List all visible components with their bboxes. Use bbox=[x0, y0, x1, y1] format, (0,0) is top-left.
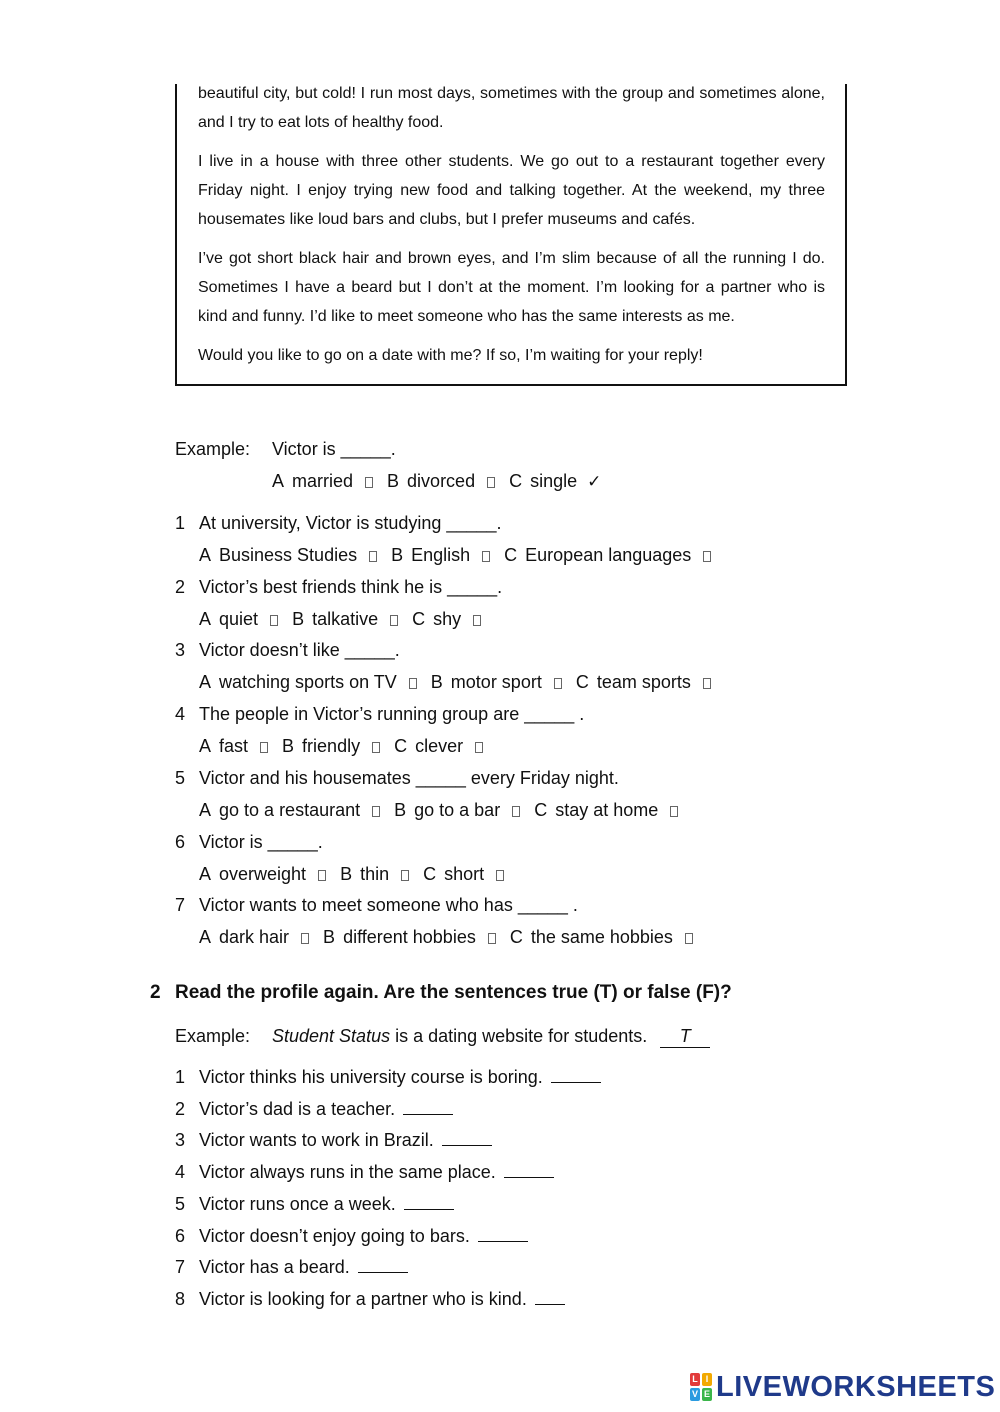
checkbox-icon[interactable] bbox=[703, 551, 711, 562]
checkbox-icon[interactable] bbox=[401, 870, 409, 881]
answer-blank[interactable] bbox=[442, 1129, 492, 1146]
question-options bbox=[199, 926, 707, 948]
option-text: married bbox=[292, 471, 354, 491]
q2-option-a[interactable] bbox=[199, 608, 278, 630]
q6-option-a[interactable] bbox=[199, 863, 326, 885]
option-text: motor sport bbox=[450, 672, 542, 693]
checkbox-icon[interactable] bbox=[554, 678, 562, 689]
tf-item-number: 1 bbox=[175, 1067, 186, 1087]
answer-blank[interactable] bbox=[535, 1288, 565, 1305]
option-letter: A bbox=[199, 545, 212, 565]
example-option-a[interactable] bbox=[272, 470, 373, 492]
q4-option-a[interactable] bbox=[199, 735, 268, 757]
checkbox-icon[interactable] bbox=[390, 615, 398, 626]
exercise-2-heading bbox=[150, 982, 732, 1004]
question-text: Victor doesn’t like _____. bbox=[199, 640, 400, 661]
question-options bbox=[199, 799, 692, 821]
question-options bbox=[199, 735, 497, 757]
question-options bbox=[199, 608, 495, 630]
example-question: Victor is _____. bbox=[272, 439, 396, 459]
option-letter: C bbox=[412, 608, 426, 629]
tf-item bbox=[199, 1129, 492, 1151]
q2-option-c[interactable] bbox=[412, 608, 481, 630]
answer-blank[interactable] bbox=[551, 1066, 601, 1083]
question-options bbox=[199, 863, 518, 885]
q4-option-b[interactable] bbox=[282, 735, 380, 757]
tf-example-answer: T bbox=[660, 1025, 710, 1048]
tf-item bbox=[199, 1161, 554, 1183]
checkbox-icon[interactable] bbox=[475, 742, 483, 753]
question-number: 5 bbox=[175, 767, 186, 788]
tf-item-number: 3 bbox=[175, 1130, 186, 1151]
checkbox-icon[interactable] bbox=[487, 477, 495, 488]
answer-blank[interactable] bbox=[404, 1193, 454, 1210]
option-text: thin bbox=[360, 863, 390, 884]
profile-paragraph-1: beautiful city, but cold! I run most days, sometimes with the group and sometimes alone, and I try to eat lots of healthy food. bbox=[198, 85, 825, 131]
option-text: talkative bbox=[312, 608, 379, 629]
tf-item-number: 7 bbox=[175, 1257, 186, 1278]
q5-option-c[interactable] bbox=[534, 799, 678, 821]
tf-item-text: Victor has a beard. bbox=[199, 1257, 350, 1278]
checkbox-icon[interactable] bbox=[685, 933, 693, 944]
option-text: divorced bbox=[407, 471, 476, 491]
option-text: watching sports on TV bbox=[219, 672, 397, 693]
question-number: 1 bbox=[175, 513, 186, 533]
check-mark-icon: ✓ bbox=[587, 472, 602, 492]
tf-item-text: Victor’s dad is a teacher. bbox=[199, 1098, 396, 1119]
tf-example-label: Example: bbox=[175, 1026, 251, 1046]
q7-option-b[interactable] bbox=[323, 926, 496, 948]
option-text: overweight bbox=[219, 863, 307, 884]
option-text: shy bbox=[433, 608, 462, 629]
checkbox-icon[interactable] bbox=[488, 933, 496, 944]
tf-item-text: Victor runs once a week. bbox=[199, 1193, 396, 1214]
example-option-c[interactable] bbox=[509, 470, 601, 493]
option-letter: C bbox=[504, 545, 518, 565]
option-letter: B bbox=[394, 799, 407, 820]
exercise-2-number: 2 bbox=[150, 982, 161, 1003]
option-letter: B bbox=[323, 927, 336, 948]
option-letter: B bbox=[391, 545, 404, 565]
option-letter: A bbox=[199, 927, 212, 948]
option-letter: B bbox=[292, 608, 305, 629]
example-options bbox=[272, 470, 615, 493]
logo-square: I bbox=[702, 1373, 712, 1386]
tf-example bbox=[272, 1025, 710, 1048]
profile-paragraph-2: I live in a house with three other students. We go out to a restaurant together every Friday night. I enjoy trying new food and talking together. At the weekend, my three housemates like loud bars and clubs, but I prefer museums and cafés. bbox=[198, 153, 825, 228]
checkbox-icon[interactable] bbox=[318, 870, 326, 881]
tf-item-text: Victor wants to work in Brazil. bbox=[199, 1130, 434, 1151]
question-text: The people in Victor’s running group are _____ . bbox=[199, 704, 585, 725]
option-letter: A bbox=[199, 799, 212, 820]
example-label: Example: bbox=[175, 439, 251, 459]
option-text: single bbox=[530, 471, 578, 491]
question-number: 4 bbox=[175, 704, 186, 725]
option-text: go to a restaurant bbox=[219, 799, 361, 820]
option-text: clever bbox=[415, 736, 464, 757]
option-letter: C bbox=[423, 863, 437, 884]
q6-option-c[interactable] bbox=[423, 863, 504, 885]
question-text: Victor wants to meet someone who has _____ . bbox=[199, 895, 578, 916]
option-letter: C bbox=[509, 471, 523, 491]
logo-square: E bbox=[703, 1389, 710, 1399]
q1-option-a[interactable] bbox=[199, 544, 377, 566]
option-letter: A bbox=[199, 672, 212, 693]
exercise-2-title: Read the profile again. Are the sentences true (T) or false (F)? bbox=[175, 982, 732, 1003]
checkbox-icon[interactable] bbox=[301, 933, 309, 944]
checkbox-icon[interactable] bbox=[369, 551, 377, 562]
option-letter: B bbox=[282, 736, 295, 757]
question-text: Victor’s best friends think he is _____. bbox=[199, 576, 503, 597]
q2-option-b[interactable] bbox=[292, 608, 398, 630]
option-letter: B bbox=[387, 471, 400, 491]
option-letter: B bbox=[340, 863, 353, 884]
logo-square: V bbox=[691, 1389, 698, 1399]
option-letter: C bbox=[534, 799, 548, 820]
option-text: Business Studies bbox=[219, 545, 358, 565]
checkbox-icon[interactable] bbox=[260, 742, 268, 753]
tf-item-text: Victor thinks his university course is boring. bbox=[199, 1067, 543, 1087]
checkbox-icon[interactable] bbox=[512, 806, 520, 817]
profile-paragraph-3: I’ve got short black hair and brown eyes, and I’m slim because of all the running I do. Sometimes I have a beard but I don’t at the moment. I’m looking for a partner who is kind and funny. I’d like to meet someone who has the same interests as me. bbox=[198, 250, 825, 325]
option-text: quiet bbox=[219, 608, 259, 629]
option-text: European languages bbox=[525, 545, 692, 565]
option-letter: A bbox=[272, 471, 285, 491]
answer-blank[interactable] bbox=[478, 1225, 528, 1242]
checkbox-icon[interactable] bbox=[473, 615, 481, 626]
tf-item-number: 4 bbox=[175, 1162, 186, 1183]
q3-option-c[interactable] bbox=[576, 671, 711, 693]
option-text: English bbox=[411, 545, 471, 565]
tf-item-text: Victor always runs in the same place. bbox=[199, 1162, 496, 1183]
tf-item-number: 5 bbox=[175, 1193, 186, 1214]
checkbox-icon[interactable] bbox=[270, 615, 278, 626]
option-letter: A bbox=[199, 736, 212, 757]
q1-option-b[interactable] bbox=[391, 544, 490, 566]
question-number: 6 bbox=[175, 831, 186, 852]
example-option-b[interactable] bbox=[387, 470, 495, 492]
liveworksheets-logo bbox=[690, 1372, 995, 1402]
tf-item-number: 6 bbox=[175, 1225, 186, 1246]
question-options bbox=[199, 671, 725, 693]
question-number: 3 bbox=[175, 640, 186, 661]
checkbox-icon[interactable] bbox=[365, 477, 373, 488]
answer-blank[interactable] bbox=[358, 1256, 408, 1273]
answer-blank[interactable] bbox=[403, 1098, 453, 1115]
tf-item bbox=[199, 1098, 453, 1120]
checkbox-icon[interactable] bbox=[496, 870, 504, 881]
tf-item bbox=[199, 1288, 565, 1310]
option-letter: B bbox=[430, 672, 443, 693]
option-text: team sports bbox=[596, 672, 691, 693]
q3-option-b[interactable] bbox=[431, 671, 562, 693]
option-text: stay at home bbox=[555, 799, 659, 820]
q3-option-a[interactable] bbox=[199, 671, 417, 693]
checkbox-icon[interactable] bbox=[409, 678, 417, 689]
q6-option-b[interactable] bbox=[340, 863, 409, 885]
question-text: Victor and his housemates _____ every Friday night. bbox=[199, 767, 619, 788]
tf-item bbox=[199, 1066, 601, 1088]
option-letter: A bbox=[199, 863, 212, 884]
tf-item bbox=[199, 1256, 408, 1278]
option-text: the same hobbies bbox=[530, 927, 673, 948]
tf-example-italic: Student Status bbox=[272, 1026, 391, 1046]
checkbox-icon[interactable] bbox=[482, 551, 490, 562]
checkbox-icon[interactable] bbox=[372, 806, 380, 817]
question-number: 2 bbox=[175, 576, 186, 597]
q1-option-c[interactable] bbox=[504, 544, 711, 566]
option-text: friendly bbox=[302, 736, 361, 757]
option-letter: C bbox=[575, 672, 589, 693]
tf-item bbox=[199, 1193, 454, 1215]
question-options bbox=[199, 544, 725, 566]
logo-text: LIVEWORKSHEETS bbox=[716, 1370, 996, 1403]
option-text: different hobbies bbox=[343, 927, 476, 948]
checkbox-icon[interactable] bbox=[703, 678, 711, 689]
logo-mark-icon bbox=[690, 1373, 712, 1401]
logo-square: L bbox=[690, 1373, 700, 1386]
question-text: Victor is _____. bbox=[199, 831, 323, 852]
q7-option-a[interactable] bbox=[199, 926, 309, 948]
tf-item-number: 8 bbox=[175, 1288, 186, 1309]
option-text: fast bbox=[219, 736, 249, 757]
q4-option-c[interactable] bbox=[394, 735, 483, 757]
q7-option-c[interactable] bbox=[510, 926, 693, 948]
option-letter: A bbox=[199, 608, 212, 629]
option-letter: C bbox=[509, 927, 523, 948]
tf-example-rest: is a dating website for students. bbox=[390, 1026, 648, 1046]
option-text: dark hair bbox=[219, 927, 290, 948]
option-letter: C bbox=[394, 736, 408, 757]
checkbox-icon[interactable] bbox=[372, 742, 380, 753]
option-text: go to a bar bbox=[414, 799, 501, 820]
question-text: At university, Victor is studying _____. bbox=[199, 513, 502, 533]
tf-item bbox=[199, 1225, 528, 1247]
question-number: 7 bbox=[175, 895, 186, 916]
tf-item-text: Victor is looking for a partner who is kind. bbox=[199, 1288, 527, 1309]
profile-paragraph-4: Would you like to go on a date with me? If so, I’m waiting for your reply! bbox=[198, 347, 703, 364]
tf-item-number: 2 bbox=[175, 1098, 186, 1119]
checkbox-icon[interactable] bbox=[670, 806, 678, 817]
tf-item-text: Victor doesn’t enjoy going to bars. bbox=[199, 1225, 470, 1246]
option-text: short bbox=[444, 863, 485, 884]
q5-option-b[interactable] bbox=[394, 799, 520, 821]
answer-blank[interactable] bbox=[504, 1161, 554, 1178]
q5-option-a[interactable] bbox=[199, 799, 380, 821]
